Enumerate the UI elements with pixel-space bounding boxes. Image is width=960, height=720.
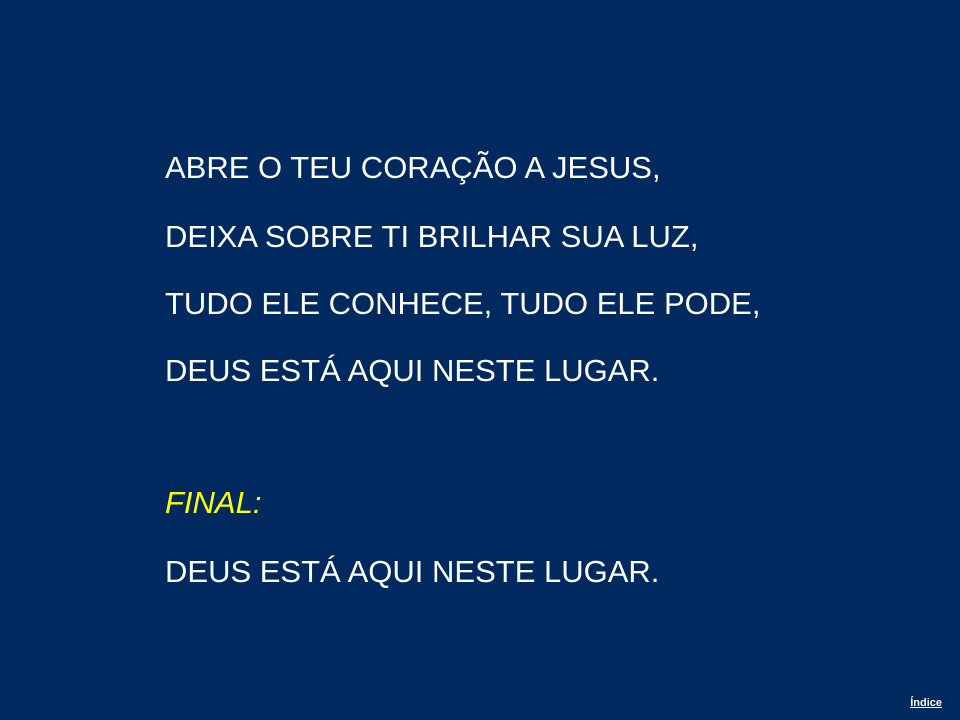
lyric-line-4: DEUS ESTÁ AQUI NESTE LUGAR. — [165, 353, 660, 388]
index-link[interactable]: Índice — [910, 697, 942, 709]
lyric-line-2: DEIXA SOBRE TI BRILHAR SUA LUZ, — [165, 219, 699, 254]
final-line: DEUS ESTÁ AQUI NESTE LUGAR. — [165, 554, 660, 589]
final-label: FINAL: — [165, 485, 262, 520]
lyric-line-3: TUDO ELE CONHECE, TUDO ELE PODE, — [165, 286, 761, 321]
lyric-line-1: ABRE O TEU CORAÇÃO A JESUS, — [165, 150, 661, 185]
